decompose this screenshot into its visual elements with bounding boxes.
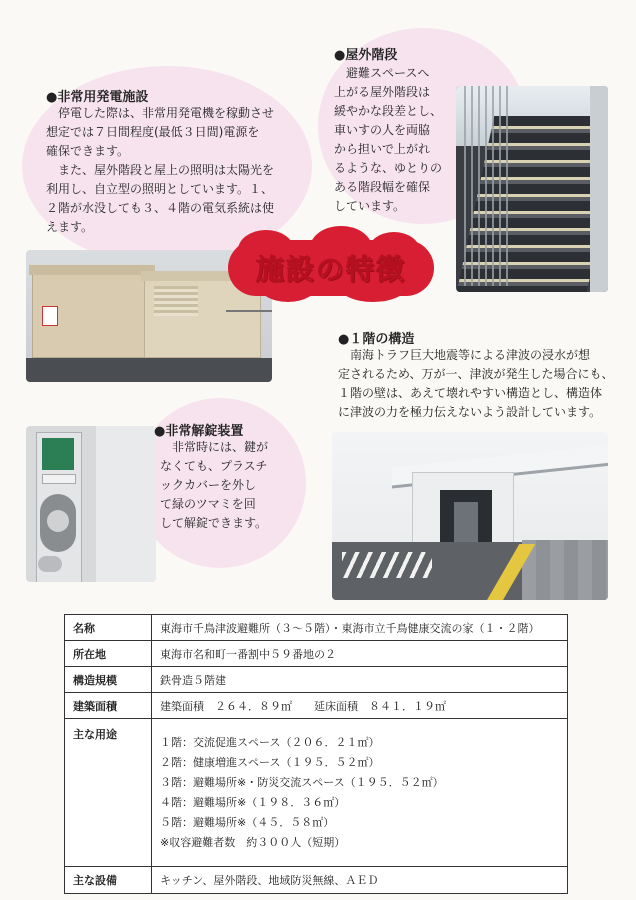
use-floor-4: ４階：避難場所※（１９８．３６㎡） [160,795,346,809]
name-value: 東海市千鳥津波避難所（３～５階）・東海市立千鳥健康交流の家（１・２階） [152,615,568,641]
use-floor-3: ３階：避難場所※・防災交流スペース（１９５．５２㎡） [160,775,444,789]
table-row [65,667,568,693]
facility-spec-table [64,614,568,894]
structure-description: 南海トラフ巨大地震等による津波の浸水が想 定されるため、万が一、津波が発生した場合にも、 １階の壁は、あえて壊れやすい構造とし、構造体 に津波の力を極力伝えないよう設計しています。 [338,348,614,419]
banner-title: 施設の特徴 [255,253,406,286]
area-value: 建築面積 ２６４．８９㎡ 延床面積 ８４１．１９㎡ [152,693,568,719]
table-row [65,641,568,667]
table-row [65,867,568,894]
table-row [65,693,568,719]
equipment-value: キッチン、屋外階段、地域防災無線、ＡＥＤ [152,867,568,894]
stairs-description: 避難スペースへ 上がる屋外階段は 緩やかな段差とし、 車いすの人を両脇 から担いで上がれ るような、ゆとりの ある階段幅を確保 しています。 [334,66,443,213]
generator-title: ●非常用発電施設 [46,90,149,105]
unlock-device-description: 非常時には、鍵が なくても、プラスチ ックカバーを外し て緑のツマミを回 して解錠できます。 [160,440,269,530]
stairs-title: ●屋外階段 [334,48,398,63]
structure-label: 構造規模 [65,667,152,693]
equipment-label: 主な設備 [65,867,152,894]
use-floor-5: ５階：避難場所※（４５．５８㎡） [160,815,335,829]
capacity-note: ※収容避難者数 約３００人（短期） [160,835,346,849]
uses-label: 主な用途 [65,719,152,867]
use-floor-2: ２階：健康増進スペース（１９５．５２㎡） [160,755,380,769]
emergency-unlock-device-photo [26,426,156,582]
building-first-floor-photo [332,432,608,600]
unlock-device-title: ●非常解錠装置 [154,424,244,439]
table-row [65,615,568,641]
address-label: 所在地 [65,641,152,667]
uses-list [152,719,568,867]
structure-title: ●１階の構造 [338,332,415,347]
use-floor-1: １階：交流促進スペース（２０６．２１㎡） [160,735,380,749]
area-label: 建築面積 [65,693,152,719]
address-value: 東海市名和町一番割中５９番地の２ [152,641,568,667]
name-label: 名称 [65,615,152,641]
structure-value: 鉄骨造５階建 [152,667,568,693]
table-row [65,719,568,867]
generator-description: 停電した際は、非常用発電機を稼動させ 想定では７日間程度(最低３日間)電源を 確保できます。 また、屋外階段と屋上の照明は太陽光を 利用し、自立型の照明としています。１、 ２階が水没しても３、４階の電気系統は使 えます。 [46,106,275,234]
outdoor-stairs-photo [456,86,608,292]
facility-features-banner [228,240,434,296]
